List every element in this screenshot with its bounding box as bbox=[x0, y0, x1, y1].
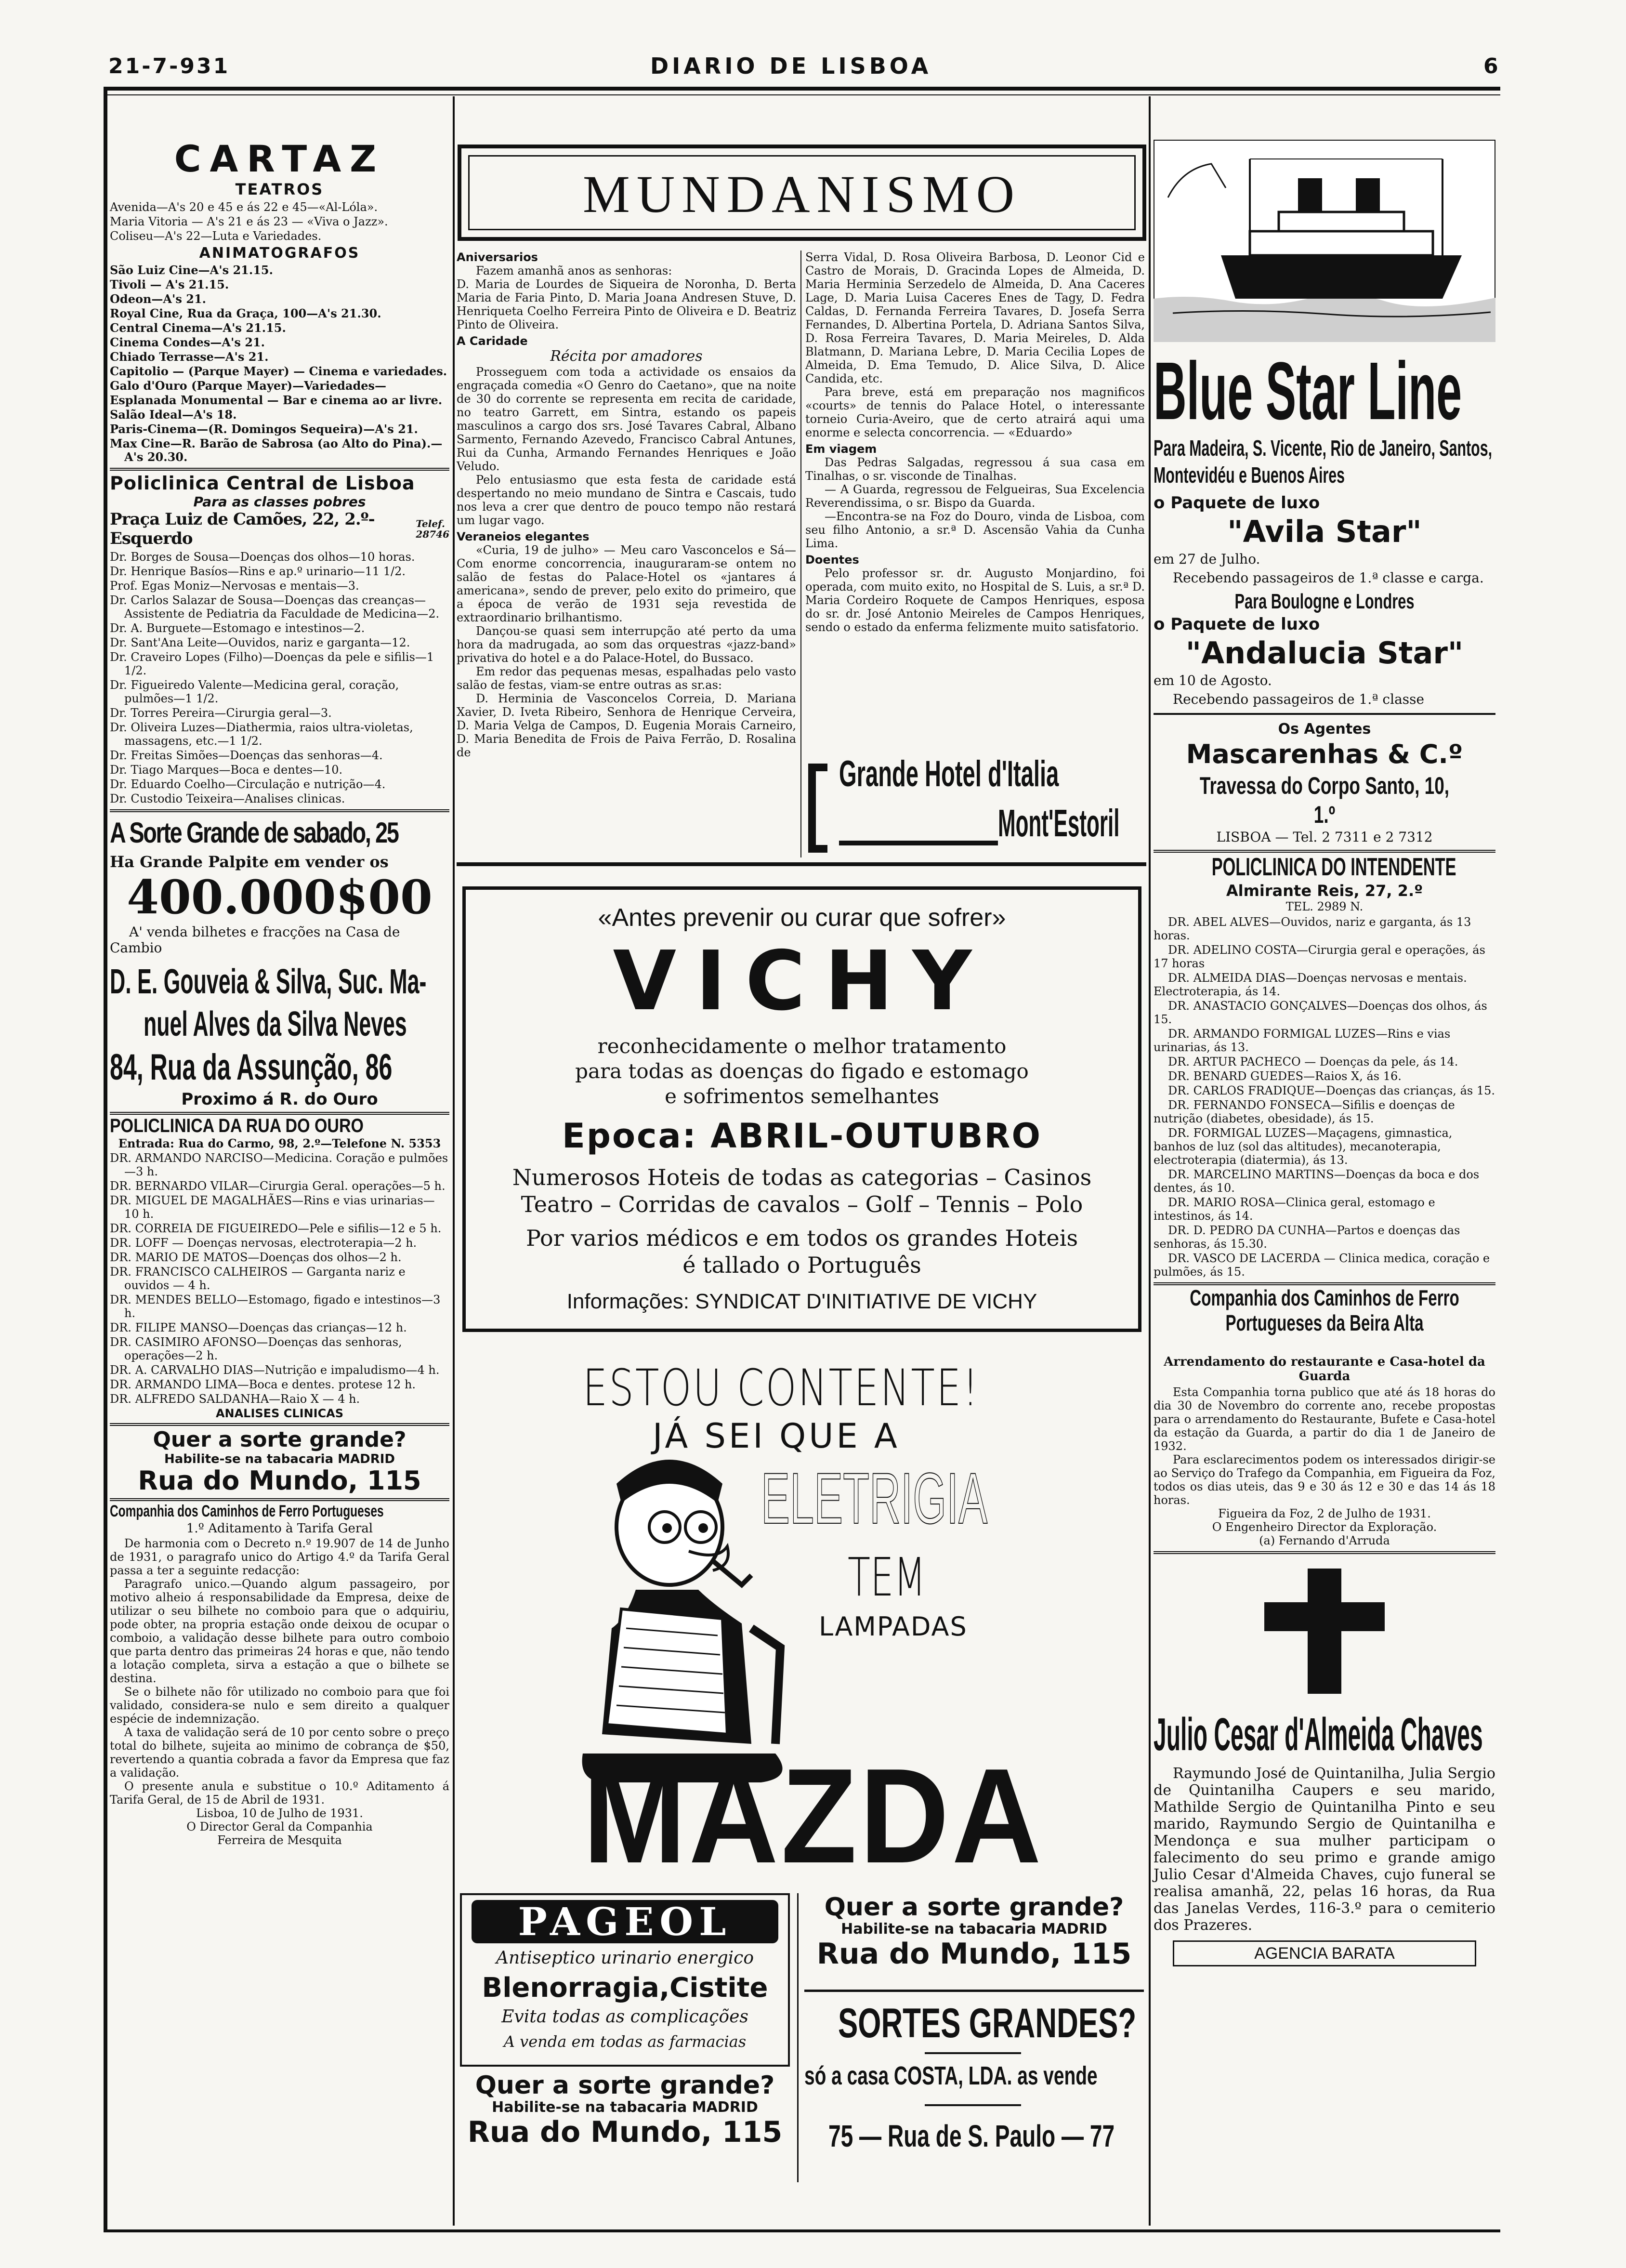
doctor-item: DR. FILIPE MANSO—Doenças das crianças—12 h. bbox=[110, 1321, 407, 1334]
divider bbox=[1154, 1551, 1495, 1554]
mundanismo-col-rule bbox=[800, 251, 801, 857]
doctor-item: Dr. Sant'Ana Leite—Ouvidos, nariz e garganta—12. bbox=[110, 636, 410, 649]
cinema-item: Royal Cine, Rua da Graça, 100—A's 21.30. bbox=[110, 306, 381, 320]
policlinica-intendente-title: POLICLINICA DO INTENDENTE bbox=[1211, 853, 1456, 881]
doctor-item: DR. ARMANDO FORMIGAL LUZES—Rins e vias urinarias, ás 13. bbox=[1154, 1027, 1451, 1054]
page-bottom-border bbox=[104, 2229, 1500, 2232]
sorte-grande-firm-2: nuel Alves da Silva Neves bbox=[144, 1005, 407, 1043]
pageol-line-4: A venda em todas as farmacias bbox=[503, 2032, 747, 2051]
cinema-item: Salão Ideal—A's 18. bbox=[110, 408, 237, 422]
doctor-item: DR. MENDES BELLO—Estomago, figado e intestinos—3 h. bbox=[110, 1293, 441, 1320]
teatro-item: Maria Vitoria — A's 21 e ás 23 — «Viva o Jazz». bbox=[110, 215, 388, 228]
doctor-item: Dr. Freitas Simões—Doenças das senhoras—4. bbox=[110, 749, 383, 762]
madrid-ad-line: Rua do Mundo, 115 bbox=[816, 1937, 1132, 1971]
doctor-item: DR. BENARD GUEDES—Raios X, ás 16. bbox=[1168, 1069, 1402, 1083]
article-text: Serra Vidal, D. Rosa Oliveira Barbosa, D. Leonor Cid e Castro de Morais, D. Gracinda Lopes de Almeida, D. Maria Herminia Serzedelo de Almeida, D. Ana Caceres Lage, D. Maria Luisa Caceres Enes de Tagy, D. Fedra Caldas, D. Fernanda Ferreira Tavares, D. Josefa Serra Fernandes, D. Albertina Portela, D. Adriana Santos Silva, D. Rosa Ferreira Tavares, D. Maria Meireles, D. Alda Blatmann, D. Mariana Lebre, D. Maria Cecilia Lopes de Almeida, D. Ema Temudo, D. Alice Silva, D. Alice Candida, etc. bbox=[805, 251, 1145, 385]
cinema-item: Esplanada Monumental — Bar e cinema ao ar livre. bbox=[110, 393, 443, 407]
teatro-item: Avenida—A's 20 e 45 e ás 22 e 45—«Al-Lóla». bbox=[110, 200, 378, 214]
doctor-item: Dr. Carlos Salazar de Sousa—Doenças das creanças—Assistente de Pediatria da Faculdade de Medicina—2. bbox=[110, 593, 440, 620]
doctor-item: DR. FORMIGAL LUZES—Maçagens, gimnastica, banhos de luz (sol das altitudes), mecanoterapia, electroterapia (diatermia), ás 13. bbox=[1154, 1126, 1453, 1167]
doctor-item: ANALISES CLINICAS bbox=[215, 1407, 344, 1420]
doctor-item: Dr. Torres Pereira—Cirurgia geral—3. bbox=[110, 706, 332, 720]
article-text: Dançou-se quasi sem interrupção até perto da uma hora da madrugada, ao som das orquestras «jazz-band» privativa do hotel e a do Palace-Hotel, do Bussaco. bbox=[457, 624, 796, 665]
vichy-line-7: é tallado o Português bbox=[682, 1252, 921, 1278]
doctor-item: Dr. Custodio Teixeira—Analises clinicas. bbox=[110, 792, 345, 805]
cinema-item: Tivoli — A's 21.15. bbox=[110, 277, 229, 291]
madrid-ad-middle bbox=[460, 2071, 790, 2182]
doctor-item: Dr. Borges de Sousa—Doenças dos olhos—10 horas. bbox=[110, 550, 415, 564]
doctor-item: DR. ADELINO COSTA—Cirurgia geral e operações, ás 17 horas bbox=[1154, 943, 1485, 970]
pageol-line-1: Antiseptico urinario energico bbox=[496, 1948, 754, 1968]
vichy-line-3: e sofrimentos semelhantes bbox=[665, 1084, 939, 1108]
section-head: Em viagem bbox=[805, 442, 877, 456]
doctor-item: DR. CARLOS FRADIQUE—Doenças das crianças, ás 15. bbox=[1168, 1084, 1495, 1097]
column-rule-1 bbox=[453, 96, 455, 2226]
ferro-notice-body bbox=[110, 1537, 449, 1847]
doctor-item: DR. A. CARVALHO DIAS—Nutrição e impaludismo—4 h. bbox=[110, 1363, 440, 1377]
doctor-item: DR. BERNARDO VILAR—Cirurgia Geral. operações—5 h. bbox=[110, 1179, 446, 1193]
doctor-item: DR. ALFREDO SALDANHA—Raio X — 4 h. bbox=[110, 1392, 360, 1406]
mid-divider bbox=[457, 862, 1146, 866]
grande-hotel-ad bbox=[805, 749, 1145, 857]
madrid-ad-line: Habilite-se na tabacaria MADRID bbox=[492, 2099, 758, 2116]
sorte-grande-line: Ha Grande Palpite em vender os bbox=[110, 853, 389, 871]
policlinica-ouro-doctors bbox=[110, 1151, 449, 1420]
doctor-item: DR. CORREIA DE FIGUEIREDO—Pele e sifilis—12 e 5 h. bbox=[110, 1222, 442, 1235]
animatografos-title: ANIMATOGRAFOS bbox=[199, 245, 360, 262]
pageol-title: PAGEOL bbox=[472, 1900, 778, 1943]
notice-paragraph: Esta Companhia torna publico que até ás 18 horas do dia 30 de Novembro do corrente ano, recebe propostas para o arrendamento do Restaurante, Bufete e Casa-hotel da estação da Guarda, a partir do dia 1 de Janeiro de 1932. bbox=[1154, 1385, 1495, 1453]
vichy-name: VICHY bbox=[613, 934, 991, 1029]
bluestar-phone: LISBOA — Tel. 2 7311 e 2 7312 bbox=[1216, 829, 1433, 845]
sorte-grande-address: 84, Rua da Assunção, 86 bbox=[110, 1047, 393, 1088]
doctor-item: DR. MARIO ROSA—Clinica geral, estomago e intestinos, ás 14. bbox=[1154, 1196, 1435, 1223]
policlinica-ouro-title: POLICLINICA DA RUA DO OURO bbox=[110, 1115, 364, 1136]
madrid-ad-left bbox=[110, 1428, 449, 1495]
sorte-grande-firm-1: D. E. Gouveia & Silva, Suc. Ma- bbox=[110, 963, 427, 1001]
doctor-item: DR. ANASTACIO GONÇALVES—Doenças dos olhos, ás 15. bbox=[1154, 999, 1487, 1026]
doctor-item: Dr. A. Burguete—Estomago e intestinos—2. bbox=[110, 621, 365, 635]
vichy-ad bbox=[462, 886, 1141, 1332]
article-text: D. Maria de Lourdes de Siqueira de Noronha, D. Berta Maria de Faria Pinto, D. Maria Joana Andresen Stuve, D. Henriqueta Coelho Ferreira Pinto de Oliveira e D. Beatriz Pinto de Oliveira. bbox=[457, 277, 796, 331]
teatro-item: Coliseu—A's 22—Luta e Variedades. bbox=[110, 229, 322, 243]
notice-paragraph: O Director Geral da Companhia bbox=[186, 1820, 373, 1833]
bluestar-address: Travessa do Corpo Santo, 10, 1.º bbox=[1199, 772, 1450, 828]
hotel-bracket bbox=[808, 764, 827, 853]
section-head: A Caridade bbox=[457, 334, 528, 348]
article-text: Pelo entusiasmo que esta festa de caridade está despertando no meio mundano de Sintra e Cascais, tudo nos leva a crer que dentro de pouco tempo não restará um lugar vago. bbox=[457, 473, 796, 527]
policlinica-intendente-address: Almirante Reis, 27, 2.º bbox=[1226, 882, 1423, 900]
beira-alta-subtitle: Arrendamento do restaurante e Casa-hotel da Guarda bbox=[1164, 1355, 1485, 1384]
ferro-notice-title: Companhia dos Caminhos de Ferro Portugueses bbox=[110, 1502, 384, 1520]
cinema-item: Cinema Condes—A's 21. bbox=[110, 335, 265, 349]
bluestar-title: Blue Star Line bbox=[1154, 345, 1462, 437]
madrid-ad-line: Quer a sorte grande? bbox=[824, 1893, 1124, 1922]
obituary-text: Raymundo José de Quintanilha, Julia Sergio de Quintanilha Caupers e seu marido, Mathilde Sergio de Quintanilha Pinto e seu marido, Raymundo Sergio de Quintanilha e Mendonça e sua mulher participam o falecimento do seu primo e grande amigo Julio Cesar d'Almeida Chaves, cujo funeral se realisa amanhã, 22, pelas 16 horas, da Rua das Janelas Verdes, 116-3.º para o cemiterio dos Prazeres. bbox=[1154, 1765, 1495, 1934]
madrid-ad-line: Habilite-se na tabacaria MADRID bbox=[841, 1921, 1107, 1938]
doctor-item: DR. FRANCISCO CALHEIROS — Garganta nariz e ouvidos — 4 h. bbox=[110, 1265, 406, 1292]
mundanismo-col-1 bbox=[457, 251, 796, 759]
cartaz-title: CARTAZ bbox=[174, 137, 385, 180]
bluestar-date-2: em 10 de Agosto. bbox=[1154, 672, 1272, 688]
sortes-divider-2 bbox=[925, 2104, 1021, 2106]
cinema-item: Central Cinema—A's 21.15. bbox=[110, 321, 286, 335]
sorte-grande-sale: A' venda bilhetes e fracções na Casa de Cambio bbox=[110, 924, 400, 956]
cinema-item: Max Cine—R. Barão de Sabrosa (ao Alto do Pina).—A's 20.30. bbox=[110, 436, 443, 464]
section-head: Doentes bbox=[805, 553, 859, 567]
doctor-item: DR. FERNANDO FONSECA—Sifilis e doenças de nutrição (diabetes, obesidade), ás 15. bbox=[1154, 1098, 1455, 1125]
sortes-title: SORTES GRANDES? bbox=[838, 2000, 1137, 2046]
doctor-item: DR. LOFF — Doenças nervosas, electroterapia—2 h. bbox=[110, 1236, 417, 1250]
article-text: Em redor das pequenas mesas, espalhadas pelo vasto salão de festas, viam-se entre outras as sr.as: bbox=[457, 665, 796, 692]
bluestar-ship-2: "Andalucia Star" bbox=[1185, 635, 1464, 671]
doctor-item: DR. MARCELINO MARTINS—Doenças da boca e dos dentes, ás 10. bbox=[1154, 1168, 1480, 1195]
article-text: Das Pedras Salgadas, regressou á sua casa em Tinalhas, o sr. visconde de Tinalhas. bbox=[805, 456, 1145, 483]
page-left-border bbox=[104, 87, 107, 2230]
obituary-agency: AGENCIA BARATA bbox=[1173, 1940, 1476, 1966]
policlinica-central-address: Praça Luiz de Camões, 22, 2.º-Esquerdo bbox=[110, 510, 375, 548]
article-subhead: Récita por amadores bbox=[550, 348, 703, 365]
right-column bbox=[1154, 140, 1495, 1966]
animatografos-list bbox=[110, 264, 449, 464]
vichy-line-2: para todas as doenças do figado e estomago bbox=[575, 1059, 1029, 1083]
article-text: —Encontra-se na Foz do Douro, vinda de Lisboa, com seu filho Antonio, a sr.ª D. Ascensão Vahia da Cunha Lima. bbox=[805, 510, 1145, 550]
vichy-info: Informações: SYNDICAT D'INITIATIVE DE VICHY bbox=[566, 1290, 1037, 1313]
sortes-grandes-ad bbox=[804, 1999, 1144, 2182]
column-rule-2 bbox=[1149, 96, 1151, 2226]
madrid-ad-line: Habilite-se na tabacaria MADRID bbox=[164, 1452, 395, 1466]
doctor-item: DR. ABEL ALVES—Ouvidos, nariz e garganta, ás 13 horas. bbox=[1154, 915, 1471, 942]
teatros-list bbox=[110, 200, 449, 243]
bluestar-paquete-2: o Paquete de luxo bbox=[1154, 615, 1320, 634]
bluestar-dest-2: Para Boulogne e Londres bbox=[1234, 590, 1415, 613]
notice-paragraph: O presente anula e substitue o 10.º Aditamento á Tarifa Geral, de 15 de Abril de 1931. bbox=[110, 1780, 449, 1806]
vichy-line-4: Numerosos Hoteis de todas as categorias – Casinos bbox=[512, 1164, 1092, 1190]
vichy-quote: «Antes prevenir ou curar que sofrer» bbox=[598, 904, 1006, 932]
header-rule-thin bbox=[104, 94, 1500, 95]
bluestar-divider bbox=[1154, 713, 1495, 715]
sortes-line-1: só a casa COSTA, LDA. as vende bbox=[804, 2061, 1098, 2090]
header-date: 21-7-931 bbox=[108, 54, 230, 79]
cinema-item: Odeon—A's 21. bbox=[110, 292, 207, 306]
policlinica-ouro-entrada: Entrada: Rua do Carmo, 98, 2.º—Telefone N. 5353 bbox=[118, 1136, 441, 1150]
notice-paragraph: (a) Fernando d'Arruda bbox=[1259, 1534, 1390, 1547]
mazda-line-1: ESTOU CONTENTE! bbox=[583, 1358, 980, 1417]
divider bbox=[110, 809, 449, 812]
doctor-item: Dr. Henrique Basíos—Rins e ap.º urinario—11 1/2. bbox=[110, 565, 406, 578]
article-text: «Curia, 19 de julho» — Meu caro Vasconcelos e Sá—Com enorme concorrencia, inauguraram-se ontem no salão de festas do Palace-Hotel os «jantares á americana», sendo de prever, pelo exito do primeiro, que a época de verão de 1931 seja revestida de extraordinario brilhantismo. bbox=[457, 543, 796, 624]
doctor-item: DR. MARIO DE MATOS—Doenças dos olhos—2 h. bbox=[110, 1251, 402, 1264]
doctor-item: Dr. Tiago Marques—Boca e dentes—10. bbox=[110, 763, 343, 777]
bluestar-ship-1: "Avila Star" bbox=[1227, 514, 1422, 549]
section-head: Aniversarios bbox=[457, 251, 538, 264]
cinema-item: Galo d'Ouro (Parque Mayer)—Variedades— bbox=[110, 379, 387, 393]
article-text: Para breve, está em preparação nos magnificos «courts» de tennis do Palace Hotel, o interessante torneio Curia-Aveiro, que de certo atrairá aqui uma enorme e selecta concorrencia. — «Eduardo» bbox=[805, 385, 1145, 439]
notice-paragraph: Lisboa, 10 de Julho de 1931. bbox=[196, 1806, 363, 1820]
madrid-ad-line: Rua do Mundo, 115 bbox=[138, 1465, 421, 1496]
doctor-item: DR. CASIMIRO AFONSO—Doenças das senhoras, operações—2 h. bbox=[110, 1335, 402, 1362]
doctor-item: DR. ALMEIDA DIAS—Doenças nervosas e mentais. Electroterapia, ás 14. bbox=[1154, 971, 1467, 998]
doctor-item: DR. D. PEDRO DA CUNHA—Partos e doenças das senhoras, ás 15.30. bbox=[1154, 1224, 1460, 1251]
madrid-ad-line: Quer a sorte grande? bbox=[475, 2071, 775, 2100]
bluestar-receive-2: Recebendo passageiros de 1.ª classe bbox=[1173, 691, 1425, 707]
bluestar-receive-1: Recebendo passageiros de 1.ª classe e carga. bbox=[1173, 570, 1484, 586]
mid-bottom-rule bbox=[797, 1893, 799, 2182]
hotel-underline bbox=[839, 841, 998, 845]
policlinica-intendente-doctors bbox=[1154, 915, 1495, 1279]
doctor-item: Dr. Eduardo Coelho—Circulação e nutrição—4. bbox=[110, 778, 386, 791]
doctor-item: Dr. Oliveira Luzes—Diathermia, raios ultra-violetas, massagens, etc.—1 1/2. bbox=[110, 721, 413, 748]
mazda-ad bbox=[462, 1349, 1141, 1891]
notice-paragraph: Ferreira de Mesquita bbox=[217, 1833, 342, 1847]
article-text: — A Guarda, regressou de Felgueiras, Sua Excelencia Reverendissima, o sr. Bispo da Guarda. bbox=[805, 483, 1145, 510]
notice-paragraph: A taxa de validação será de 10 por cento sobre o preço total do bilhete, sujeita ao minimo de cobrança de $50, revertendo a quantia cobrada a favor da Empresa que faz a validação. bbox=[110, 1726, 449, 1780]
notice-paragraph: Para esclarecimentos podem os interessados dirigir-se ao Serviço do Trafego da Companhia, em Figueira da Foz, todos os dias uteis, das 9 e 30 ás 12 e 30 e das 14 ás 18 horas. bbox=[1154, 1453, 1495, 1507]
mazda-line-3: ELETRIGIA bbox=[761, 1458, 988, 1539]
policlinica-central-phone: Telef. 28746 bbox=[416, 518, 450, 540]
doctor-item: DR. ARMANDO NARCISO—Medicina. Coração e pulmões—3 h. bbox=[110, 1151, 448, 1178]
mazda-illustration bbox=[568, 1445, 838, 1782]
mundanismo-header bbox=[458, 145, 1146, 241]
doctor-item: Dr. Figueiredo Valente—Medicina geral, coração, pulmões—1 1/2. bbox=[110, 678, 399, 705]
beira-alta-title: Companhia dos Caminhos de Ferro Portugueses da Beira Alta bbox=[1190, 1285, 1459, 1335]
sorte-grande-title: A Sorte Grande de sabado, 25 bbox=[110, 817, 398, 849]
bluestar-agent-name: Mascarenhas & C.º bbox=[1186, 739, 1463, 769]
ship-illustration bbox=[1154, 140, 1495, 342]
cinema-item: Capitolio — (Parque Mayer) — Cinema e variedades. bbox=[110, 364, 447, 378]
bluestar-paquete-1: o Paquete de luxo bbox=[1154, 493, 1320, 513]
header-title: DIARIO DE LISBOA bbox=[650, 53, 932, 79]
beira-alta-body bbox=[1154, 1385, 1495, 1547]
madrid-ad-line: Rua do Mundo, 115 bbox=[467, 2115, 783, 2149]
article-text: Prosseguem com toda a actividade os ensaios da engraçada comedia «O Genro do Caetano», que na noite de 30 do corrente se representa em recita de caridade, no teatro Garrett, em Sintra, estando os papeis masculinos a cargo dos srs. José Tavares Cabral, Albano Sarmento, Fernando Azevedo, Francisco Cabral Antunes, Rui da Cunha, Armando Fernandes Henriques e João Veludo. bbox=[457, 365, 796, 473]
bluestar-route: Para Madeira, S. Vicente, Rio de Janeiro, Santos, Montevidéu e Buenos Aires bbox=[1154, 435, 1493, 488]
vichy-line-1: reconhecidamente o melhor tratamento bbox=[597, 1034, 1007, 1058]
doctor-item: DR. ARTUR PACHECO — Doenças da pele, ás 14. bbox=[1168, 1055, 1458, 1068]
sortes-rule bbox=[804, 1990, 1144, 1992]
header-page-number: 6 bbox=[1483, 54, 1498, 79]
cinema-item: São Luiz Cine—A's 21.15. bbox=[110, 263, 273, 277]
pageol-ad bbox=[460, 1893, 790, 2067]
hotel-location: Mont'Estoril bbox=[998, 802, 1120, 844]
cinema-item: Paris-Cinema—(R. Domingos Sequeira)—A's 21. bbox=[110, 422, 418, 436]
doctor-item: DR. VASCO DE LACERDA — Clinica medica, coração e pulmões, ás 15. bbox=[1154, 1252, 1490, 1279]
notice-paragraph: Se o bilhete não fôr utilizado no comboio para que foi validado, considera-se nulo e sem direito a qualquer espécie de indemnização. bbox=[110, 1685, 449, 1726]
vichy-epoca: Epoca: ABRIL-OUTUBRO bbox=[562, 1116, 1042, 1156]
bluestar-agents: Os Agentes bbox=[1278, 721, 1371, 738]
doctor-item: Prof. Egas Moniz—Nervosas e mentais—3. bbox=[110, 579, 359, 593]
left-column bbox=[110, 137, 450, 1847]
vichy-line-6: Por varios médicos e em todos os grandes Hoteis bbox=[525, 1225, 1078, 1251]
cinema-item: Chiado Terrasse—A's 21. bbox=[110, 350, 269, 364]
mazda-line-4: TEM bbox=[848, 1546, 926, 1608]
policlinica-intendente-tel: TEL. 2989 N. bbox=[1285, 900, 1364, 913]
sorte-grande-near: Proximo á R. do Ouro bbox=[181, 1090, 378, 1109]
pageol-line-3: Evita todas as complicações bbox=[501, 2007, 748, 2027]
sortes-divider bbox=[925, 2052, 1021, 2054]
teatros-title: TEATROS bbox=[235, 180, 324, 198]
doctor-item: DR. ARMANDO LIMA—Boca e dentes. protese 12 h. bbox=[110, 1378, 416, 1391]
mazda-line-5: LAMPADAS bbox=[819, 1611, 968, 1642]
policlinica-central-doctors bbox=[110, 550, 449, 805]
vichy-line-5: Teatro – Corridas de cavalos – Golf – Tennis – Polo bbox=[521, 1191, 1083, 1217]
mundanismo-col-2 bbox=[805, 251, 1145, 634]
ferro-notice-subtitle: 1.º Aditamento à Tarifa Geral bbox=[186, 1521, 373, 1536]
article-text: D. Herminia de Vasconcelos Correia, D. Mariana Xavier, D. Iveta Ribeiro, Senhora de Henrique Cerveira, D. Maria Velga de Campos, D. Eugenia Morais Carneiro, D. Maria Benedita de Frois de Paiva Ferrão, D. Rosalina de bbox=[457, 692, 796, 759]
divider bbox=[110, 1423, 449, 1426]
notice-paragraph: Figueira da Foz, 2 de Julho de 1931. bbox=[1218, 1507, 1431, 1520]
cross-icon bbox=[1154, 1564, 1495, 1699]
obituary-name: Julio Cesar d'Almeida Chaves bbox=[1154, 1709, 1483, 1760]
bluestar-date-1: em 27 de Julho. bbox=[1154, 551, 1260, 567]
doctor-item: Dr. Craveiro Lopes (Filho)—Doenças da pele e sifilis—1 1/2. bbox=[110, 650, 434, 677]
notice-paragraph: Paragrafo unico.—Quando algum passageiro, por motivo alheio á responsabilidade da Empresa, deixe de utilizar o seu bilhete no comboio para que o adquiriu, pode obter, na propria estação onde deixou de ocupar o comboio, a validação desse bilhete para outro comboio que parta dentro das primeiras 24 horas e que, não tendo a lotação completa, sirva a estação a que o bilhete se destina. bbox=[110, 1577, 449, 1685]
article-text: Fazem amanhã anos as senhoras: bbox=[476, 264, 672, 277]
notice-paragraph: O Engenheiro Director da Exploração. bbox=[1212, 1520, 1437, 1534]
sorte-grande-amount: 400.000$00 bbox=[127, 870, 433, 924]
mundanismo-title: MUNDANISMO bbox=[582, 165, 1022, 224]
doctor-item: DR. MIGUEL DE MAGALHÃES—Rins e vias urinarias—10 h. bbox=[110, 1194, 435, 1221]
header-rule bbox=[104, 87, 1500, 91]
hotel-name: Grande Hotel d'Italia bbox=[839, 753, 1059, 794]
policlinica-central-title: Policlinica Central de Lisboa bbox=[110, 473, 415, 494]
section-head: Veraneios elegantes bbox=[457, 530, 590, 543]
pageol-line-2: Blenorragia,Cistite bbox=[482, 1972, 768, 2004]
policlinica-central-subtitle: Para as classes pobres bbox=[193, 494, 366, 510]
divider bbox=[110, 468, 449, 471]
mazda-brand: MAZDA bbox=[583, 1741, 1044, 1891]
sortes-line-2: 75 — Rua de S. Paulo — 77 bbox=[828, 2119, 1115, 2153]
madrid-ad-right bbox=[804, 1893, 1144, 1985]
mazda-line-2: JÁ SEI QUE A bbox=[653, 1416, 900, 1456]
notice-paragraph: De harmonia com o Decreto n.º 19.907 de 14 de Junho de 1931, o paragrafo unico do Artigo 4.º da Tarifa Geral passa a ter a seguinte redacção: bbox=[110, 1537, 449, 1577]
madrid-ad-line: Quer a sorte grande? bbox=[153, 1427, 406, 1452]
article-text: Pelo professor sr. dr. Augusto Monjardino, foi operada, com muito exito, no Hospital de S. Luis, a sr.ª D. Maria Cordeiro Roquete de Campos Henriques, esposa do sr. dr. José Antonio Meireles de Campos Henriques, sendo o estado da enferma felizmente muito satisfatorio. bbox=[805, 567, 1145, 634]
